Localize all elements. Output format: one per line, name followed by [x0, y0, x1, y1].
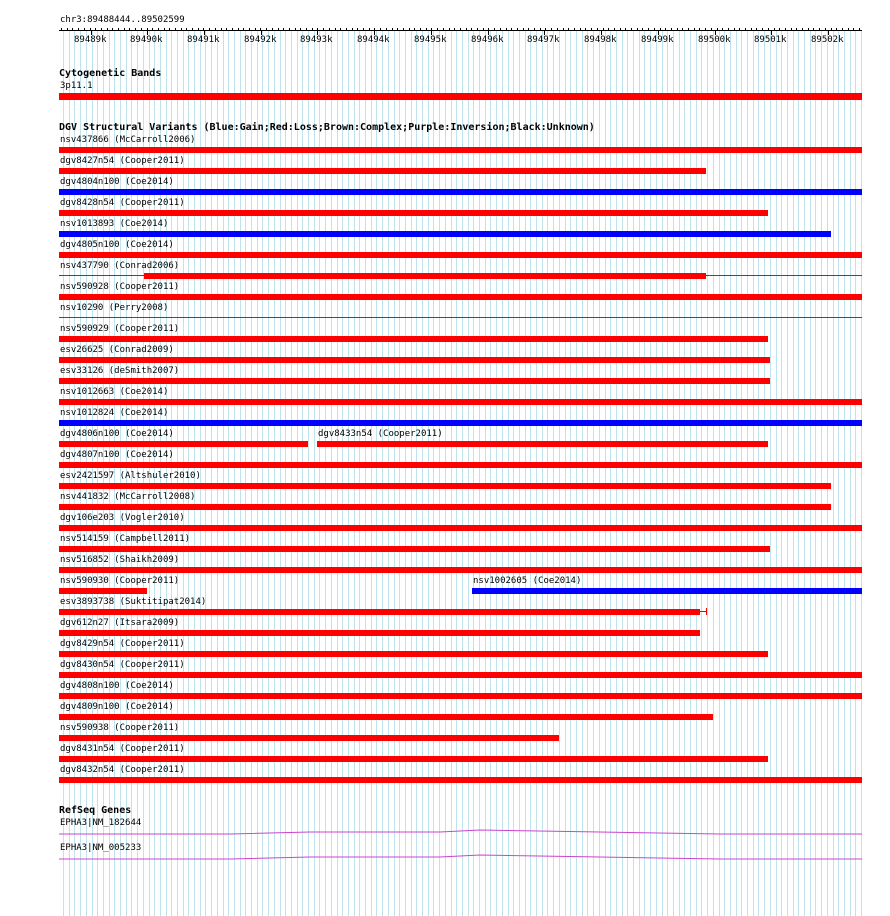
variant-label[interactable]: nsv590929 (Cooper2011): [60, 324, 180, 334]
ruler-location: chr3:89488444..89502599: [60, 15, 185, 25]
variant-label[interactable]: nsv590928 (Cooper2011): [60, 282, 180, 292]
variant-label[interactable]: nsv10290 (Perry2008): [60, 303, 169, 313]
variant-label[interactable]: dgv8432n54 (Cooper2011): [60, 765, 185, 775]
variant-label[interactable]: nsv1013893 (Coe2014): [60, 219, 169, 229]
variant-label[interactable]: dgv8428n54 (Cooper2011): [60, 198, 185, 208]
variant-label[interactable]: dgv4807n100 (Coe2014): [60, 450, 174, 460]
variant-label[interactable]: nsv437866 (McCarroll2006): [60, 135, 196, 145]
refseq-track-title: RefSeq Genes: [59, 805, 132, 816]
dgv-track-title: DGV Structural Variants (Blue:Gain;Red:Loss;Brown:Complex;Purple:Inversion;Black:Unknown): [59, 122, 595, 133]
variant-label[interactable]: dgv8427n54 (Cooper2011): [60, 156, 185, 166]
variant-label[interactable]: nsv1002605 (Coe2014): [473, 576, 582, 586]
variant-label[interactable]: dgv4804n100 (Coe2014): [60, 177, 174, 187]
ruler-tick-label: 89492k: [244, 35, 277, 45]
variant-label[interactable]: nsv1012824 (Coe2014): [60, 408, 169, 418]
ruler-tick-label: 89489k: [74, 35, 107, 45]
variant-label[interactable]: dgv4805n100 (Coe2014): [60, 240, 174, 250]
variant-label[interactable]: dgv8431n54 (Cooper2011): [60, 744, 185, 754]
variant-label[interactable]: dgv612n27 (Itsara2009): [60, 618, 180, 628]
ruler-tick-label: 89500k: [698, 35, 731, 45]
variant-label[interactable]: esv3893738 (Suktitipat2014): [60, 597, 207, 607]
variant-label[interactable]: dgv8433n54 (Cooper2011): [318, 429, 443, 439]
ruler-tick-label: 89495k: [414, 35, 447, 45]
variant-label[interactable]: dgv106e203 (Vogler2010): [60, 513, 185, 523]
ruler-tick-label: 89490k: [130, 35, 163, 45]
variant-label[interactable]: dgv8429n54 (Cooper2011): [60, 639, 185, 649]
cytoband-track-title: Cytogenetic Bands: [59, 68, 162, 79]
gene-label[interactable]: EPHA3|NM_005233: [60, 843, 142, 853]
variant-label[interactable]: esv2421597 (Altshuler2010): [60, 471, 201, 481]
gene-model-nm-182644[interactable]: [59, 830, 862, 834]
variant-label[interactable]: esv26625 (Conrad2009): [60, 345, 174, 355]
variant-label[interactable]: nsv514159 (Campbell2011): [60, 534, 191, 544]
variant-label[interactable]: dgv4808n100 (Coe2014): [60, 681, 174, 691]
ruler-tick-label: 89498k: [584, 35, 617, 45]
variant-label[interactable]: dgv4806n100 (Coe2014): [60, 429, 174, 439]
variant-label[interactable]: dgv8430n54 (Cooper2011): [60, 660, 185, 670]
variant-label[interactable]: nsv441832 (McCarroll2008): [60, 492, 196, 502]
ruler-tick-label: 89497k: [527, 35, 560, 45]
variant-label[interactable]: nsv437790 (Conrad2006): [60, 261, 180, 271]
variant-label[interactable]: nsv1012663 (Coe2014): [60, 387, 169, 397]
cytoband-label[interactable]: 3p11.1: [60, 81, 93, 91]
gene-model-nm-005233[interactable]: [59, 855, 862, 859]
ruler-tick-label: 89494k: [357, 35, 390, 45]
ruler-tick-label: 89501k: [754, 35, 787, 45]
variant-label[interactable]: nsv590938 (Cooper2011): [60, 723, 180, 733]
ruler-tick-label: 89499k: [641, 35, 674, 45]
ruler-tick-label: 89493k: [300, 35, 333, 45]
gene-label[interactable]: EPHA3|NM_182644: [60, 818, 142, 828]
variant-label[interactable]: nsv516852 (Shaikh2009): [60, 555, 180, 565]
variant-label[interactable]: esv33126 (deSmith2007): [60, 366, 180, 376]
ruler-tick-label: 89496k: [471, 35, 504, 45]
variant-label[interactable]: nsv590930 (Cooper2011): [60, 576, 180, 586]
ruler-tick-label: 89491k: [187, 35, 220, 45]
variant-label[interactable]: dgv4809n100 (Coe2014): [60, 702, 174, 712]
ruler-tick-label: 89502k: [811, 35, 844, 45]
